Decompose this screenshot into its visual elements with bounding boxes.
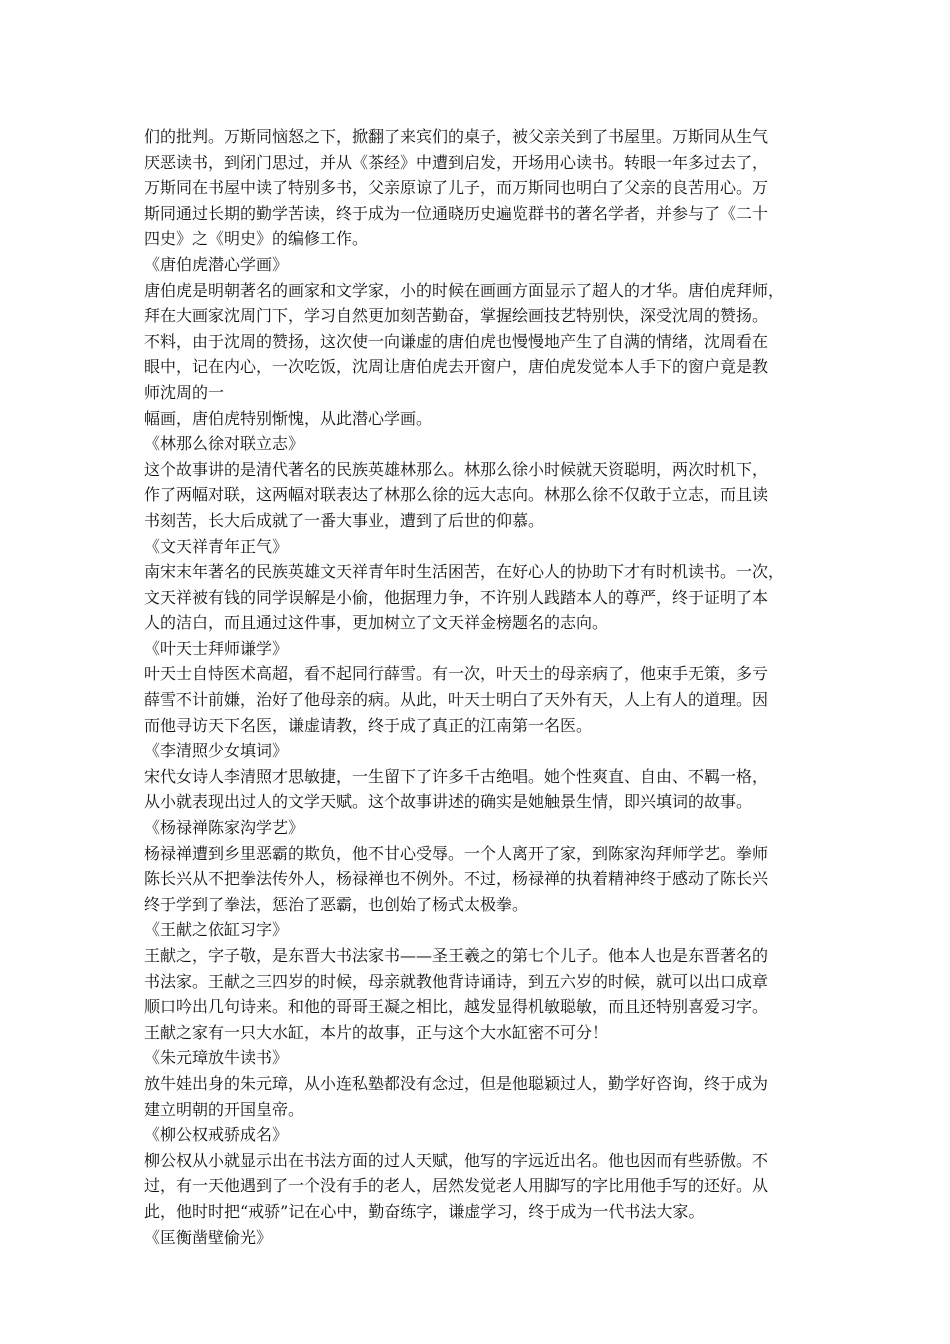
story-title: 《文天祥青年正气》 [144,536,289,556]
text-line: 不料，由于沈周的赞扬，这次使一向谦虚的唐伯虎也慢慢地产生了自满的情绪，沈周看在 [144,331,769,351]
text-line: 放牛娃出身的朱元璋，从小连私塾都没有念过，但是他聪颖过人，勤学好咨询，终于成为 [144,1073,769,1093]
text-line: 此，他时时把“戒骄”记在心中，勤奋练字，谦虚学习，终于成为一代书法大家。 [144,1201,705,1221]
text-line: 四史》之《明史》的编修工作。 [144,229,369,249]
text-line: 们的批判。万斯同恼怒之下，掀翻了来宾们的桌子，被父亲关到了书屋里。万斯同从生气 [144,127,769,146]
text-line: 叶天士自恃医术高超，看不起同行薛雪。有一次，叶天士的母亲病了，他束手无策，多亏 [144,664,769,684]
text-line: 过，有一天他遇到了一个没有手的老人，居然发觉老人用脚写的字比用他手写的还好。从 [144,1176,769,1196]
story-title: 《叶天士拜师谦学》 [144,638,289,658]
text-line: 顺口吟出几句诗来。和他的哥哥王凝之相比，越发显得机敏聪敏，而且还特别喜爱习字。 [144,997,769,1017]
document-body [144,124,814,1250]
text-line: 而他寻访天下名医，谦虚请教，终于成了真正的江南第一名医。 [144,715,593,735]
text-line: 书法家。王献之三四岁的时候，母亲就教他背诗诵诗，到五六岁的时候，就可以出口成章 [144,971,769,991]
text-line: 文天祥被有钱的同学误解是小偷，他据理力争，不许别人践踏本人的尊严，终于证明了本 [144,587,769,607]
text-line: 薛雪不计前嫌，治好了他母亲的病。从此，叶天士明白了天外有天，人上有人的道理。因 [144,690,769,710]
text-line: 师沈周的一 [144,382,225,402]
story-title: 《李清照少女填词》 [144,741,289,761]
text-line: 拜在大画家沈周门下，学习自然更加刻苦勤奋，掌握绘画技艺特别快，深受沈周的赞扬。 [144,306,769,326]
text-line: 建立明朝的开国皇帝。 [144,1099,305,1119]
text-line: 柳公权从小就显示出在书法方面的过人天赋，他写的字远近出名。他也因而有些骄傲。不 [144,1150,769,1170]
text-line: 终于学到了拳法，惩治了恶霸，也创始了杨式太极拳。 [144,894,529,914]
text-line: 幅画，唐伯虎特别惭愧，从此潜心学画。 [144,408,433,428]
text-line: 杨禄禅遭到乡里恶霸的欺负，他不甘心受辱。一个人离开了家，到陈家沟拜师学艺。拳师 [144,843,769,863]
text-line: 作了两幅对联，这两幅对联表达了林那么徐的远大志向。林那么徐不仅敢于立志，而且读 [144,485,769,505]
text-line: 人的洁白，而且通过这件事，更加树立了文天祥金榜题名的志向。 [144,613,609,633]
text-line: 从小就表现出过人的文学天赋。这个故事讲述的确实是她触景生情，即兴填词的故事。 [144,792,753,812]
text-line: 斯同通过长期的勤学苦读，终于成为一位通晓历史遍览群书的著名学者，并参与了《二十 [144,203,769,223]
text-line: 宋代女诗人李清照才思敏捷，一生留下了许多千古绝唱。她个性爽直、自由、不羁一格， [144,766,769,786]
story-title: 《柳公权戒骄成名》 [144,1125,289,1145]
text-line: 眼中，记在内心，一次吃饭，沈周让唐伯虎去开窗户，唐伯虎发觉本人手下的窗户竟是教 [144,357,769,377]
text-line: 万斯同在书屋中读了特别多书，父亲原谅了儿子，而万斯同也明白了父亲的良苦用心。万 [144,178,769,198]
text-line: 陈长兴从不把拳法传外人，杨禄禅也不例外。不过，杨禄禅的执着精神终于感动了陈长兴 [144,869,769,889]
story-title: 《朱元璋放牛读书》 [144,1048,289,1068]
text-line: 王献之家有一只大水缸，本片的故事，正与这个大水缸密不可分！ [144,1022,609,1042]
text-line: 南宋末年著名的民族英雄文天祥青年时生活困苦，在好心人的协助下才有时机读书。一次， [144,562,785,582]
story-title: 《林那么徐对联立志》 [144,434,305,454]
story-title: 《唐伯虎潜心学画》 [144,254,289,274]
text-line: 这个故事讲的是清代著名的民族英雄林那么。林那么徐小时候就天资聪明，两次时机下， [144,459,769,479]
text-line: 唐伯虎是明朝著名的画家和文学家，小的时候在画画方面显示了超人的才华。唐伯虎拜师， [144,280,785,300]
story-title: 《王献之依缸习字》 [144,920,289,940]
text-line: 厌恶读书，到闭门思过，并从《茶经》中遭到启发，开场用心读书。转眼一年多过去了， [144,152,769,172]
story-title: 《匡衡凿壁偷光》 [144,1227,273,1247]
text-line: 王献之，字子敬，是东晋大书法家书——圣王羲之的第七个儿子。他本人也是东晋著名的 [144,946,769,965]
story-title: 《杨禄禅陈家沟学艺》 [144,818,305,838]
text-line: 书刻苦，长大后成就了一番大事业，遭到了后世的仰慕。 [144,510,545,530]
